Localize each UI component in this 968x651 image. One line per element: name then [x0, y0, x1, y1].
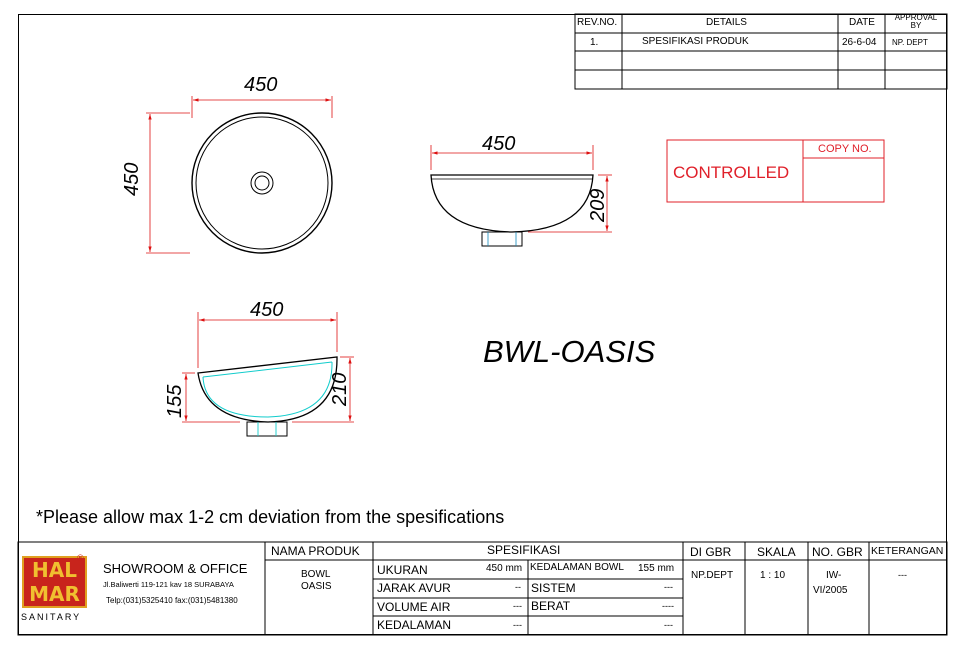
remarks-header: KETERANGAN — [871, 545, 944, 557]
deviation-note: *Please allow max 1-2 cm deviation from the spesifications — [36, 507, 505, 527]
rev-no-header: REV.NO. — [577, 17, 618, 28]
scale-header: SKALA — [757, 545, 796, 559]
drawing-no-header: NO. GBR — [812, 545, 863, 559]
spec-weight-value: ---- — [662, 601, 674, 611]
company-contact: Telp:(031)5325410 fax:(031)5481380 — [106, 596, 238, 605]
controlled-stamp: CONTROLLED — [673, 163, 790, 182]
spec-blank-value: --- — [664, 620, 673, 630]
side-view-width-label: 450 — [482, 133, 516, 155]
spec-tap-distance-label: JARAK AVUR — [377, 581, 451, 595]
halmar-logo — [22, 556, 87, 608]
spec-size-label: UKURAN — [377, 563, 428, 577]
spec-system-value: --- — [664, 582, 673, 592]
spec-bowl-depth-label: KEDALAMAN BOWL — [530, 562, 624, 573]
spec-system-label: SISTEM — [531, 581, 576, 595]
top-view — [146, 96, 332, 253]
logo-tagline: SANITARY — [21, 612, 82, 622]
approval-header: APPROVAL BY — [894, 13, 938, 30]
scale-value: 1 : 10 — [760, 570, 786, 581]
side-view — [431, 145, 612, 246]
product-name-line2: OASIS — [301, 581, 332, 592]
rev-row-1-approval: NP. DEPT — [892, 38, 928, 47]
drawing-no-line2: VI/2005 — [813, 585, 848, 596]
spec-weight-label: BERAT — [531, 599, 571, 613]
section-view-width-label: 450 — [250, 299, 284, 321]
top-view-width-label: 450 — [244, 74, 278, 96]
section-outer-height-label: 210 — [329, 372, 351, 406]
details-header: DETAILS — [706, 17, 747, 28]
remarks-value: --- — [898, 570, 907, 580]
model-name: BWL-OASIS — [483, 334, 656, 369]
spec-tap-distance-value: -- — [515, 582, 521, 592]
product-name-header: NAMA PRODUK — [271, 544, 360, 558]
rev-row-1-no: 1. — [590, 37, 599, 48]
logo-line1: HAL — [32, 558, 77, 582]
logo-line2: MAR — [29, 582, 80, 606]
spec-size-value: 450 mm — [486, 563, 523, 574]
company-title: SHOWROOM & OFFICE — [103, 561, 248, 576]
spec-bowl-depth-value: 155 mm — [638, 563, 675, 574]
specification-header: SPESIFIKASI — [487, 543, 561, 557]
spec-depth-value: --- — [513, 620, 522, 630]
rev-row-1-date: 26-6-04 — [842, 37, 877, 48]
top-view-depth-label: 450 — [121, 162, 143, 196]
rev-row-1-details: SPESIFIKASI PRODUK — [642, 36, 749, 47]
product-name-line1: BOWL — [301, 569, 331, 580]
spec-water-volume-label: VOLUME AIR — [377, 600, 451, 614]
side-view-height-label: 209 — [587, 188, 609, 222]
company-address: Jl.Baliwerti 119-121 kav 18 SURABAYA — [103, 580, 234, 589]
spec-depth-label: KEDALAMAN — [377, 618, 452, 632]
drawn-by-header: DI GBR — [690, 545, 732, 559]
logo-registered: ® — [77, 553, 84, 563]
drawn-by-value: NP.DEPT — [691, 570, 734, 581]
section-inner-height-label: 155 — [164, 384, 186, 418]
spec-water-volume-value: --- — [513, 601, 522, 611]
drawing-no-line1: IW- — [826, 570, 842, 581]
copy-no-label: COPY NO. — [818, 143, 872, 155]
date-header: DATE — [849, 17, 875, 28]
